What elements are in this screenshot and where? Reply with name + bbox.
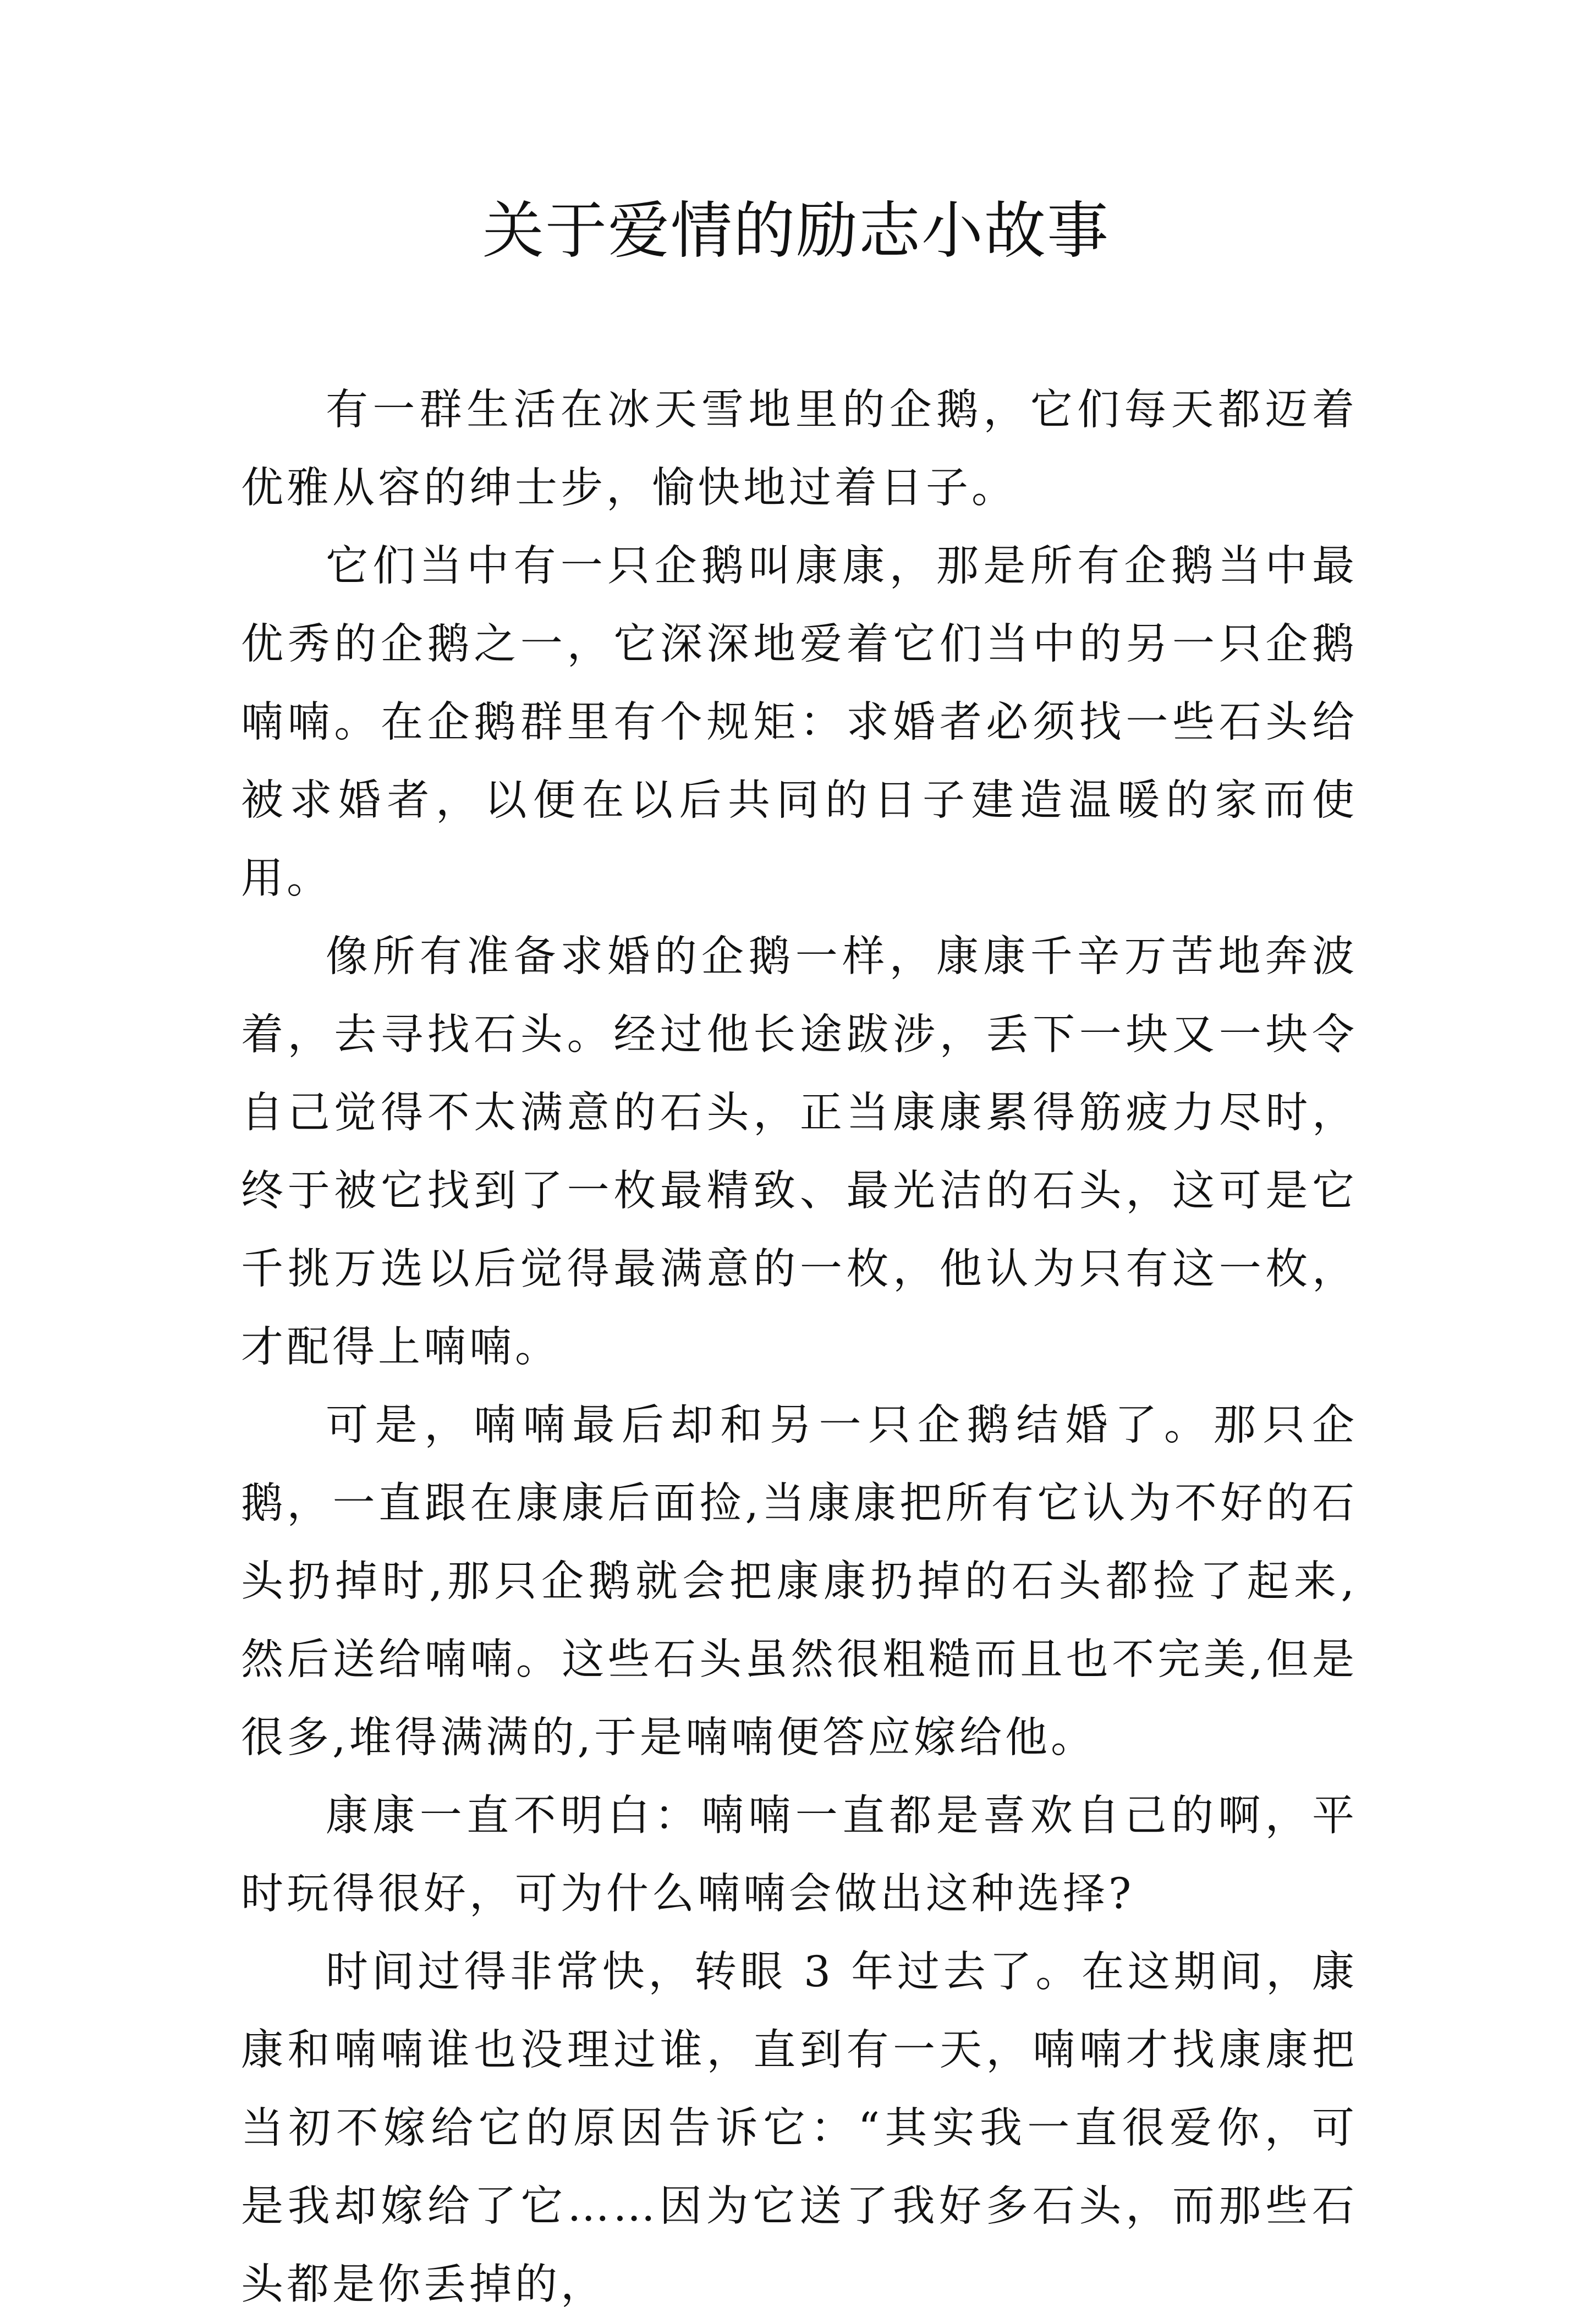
paragraph: 时间过得非常快，转眼 3 年过去了。在这期间，康康和喃喃谁也没理过谁，直到有一天，喃喃才找康康把当初不嫁给它的原因告诉它：“其实我一直很爱你，可是我却嫁给了它……因为它送了我好多石头，而那些石头都是你丢掉的， — [241, 1948, 1358, 2309]
paragraph: 有一群生活在冰天雪地里的企鹅，它们每天都迈着优雅从容的绅士步，愉快地过着日子。 — [241, 386, 1358, 513]
paragraph: 康康一直不明白：喃喃一直都是喜欢自己的啊，平时玩得很好，可为什么喃喃会做出这种选择? — [241, 1792, 1358, 1919]
document-title: 关于爱情的励志小故事 — [482, 195, 1110, 267]
paragraph: 像所有准备求婚的企鹅一样，康康千辛万苦地奔波着，去寻找石头。经过他长途跋涉，丢下一块又一块令自己觉得不太满意的石头，正当康康累得筋疲力尽时，终于被它找到了一枚最精致、最光洁的石头，这可是它千挑万选以后觉得最满意的一枚，他认为只有这一枚，才配得上喃喃。 — [241, 932, 1358, 1372]
document-body — [241, 371, 1358, 2324]
paragraph: 它们当中有一只企鹅叫康康，那是所有企鹅当中最优秀的企鹅之一，它深深地爱着它们当中的另一只企鹅喃喃。在企鹅群里有个规矩：求婚者必须找一些石头给被求婚者，以便在以后共同的日子建造温暖的家而使用。 — [241, 542, 1358, 903]
paragraph: 可是，喃喃最后却和另一只企鹅结婚了。那只企鹅，一直跟在康康后面捡,当康康把所有它认为不好的石头扔掉时,那只企鹅就会把康康扔掉的石头都捡了起来,然后送给喃喃。这些石头虽然很粗糙而且也不完美,但是很多,堆得满满的,于是喃喃便答应嫁给他。 — [241, 1401, 1358, 1762]
